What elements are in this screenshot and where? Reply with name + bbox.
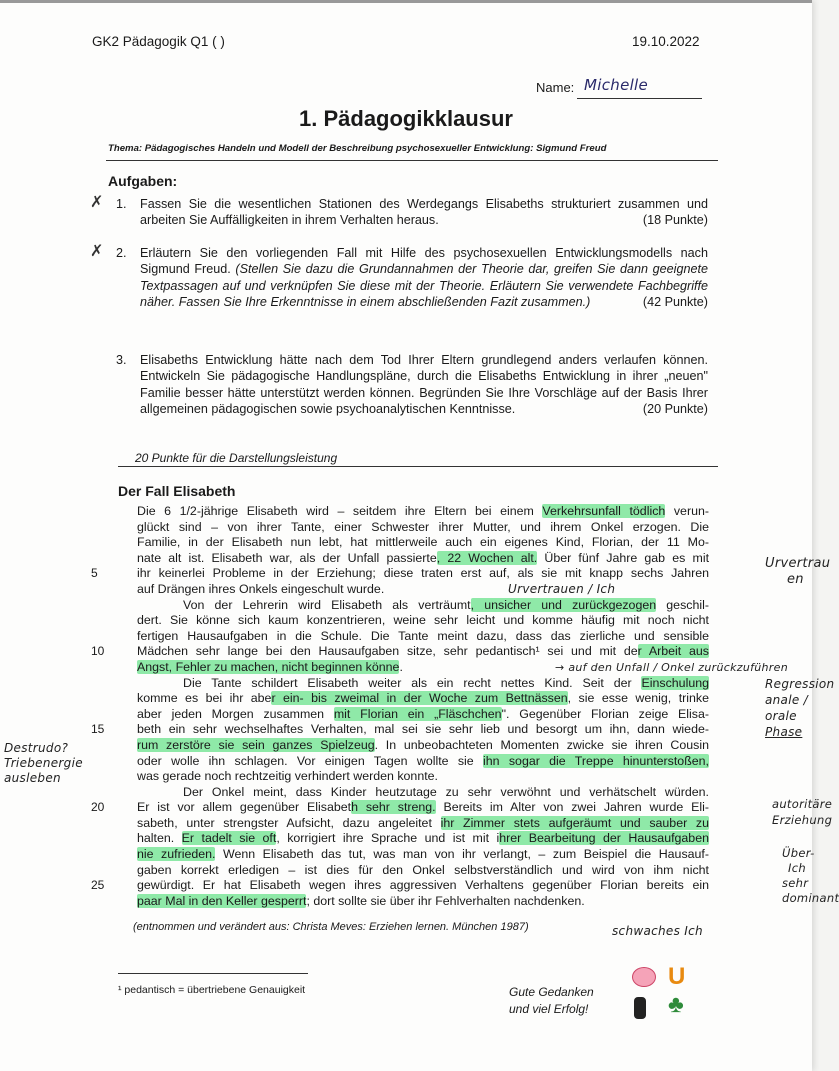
annotation-autoritaer: [772, 796, 832, 828]
closing-line: Gute Gedanken: [509, 985, 594, 999]
line-number: 25: [91, 878, 105, 893]
annotation-line: Phase: [765, 725, 803, 739]
text-line: [137, 676, 709, 692]
text-segment: ". Gegenüber Florian zeige Elisa-: [501, 706, 709, 721]
text-segment: komme es bei ihr abe: [137, 691, 272, 706]
text-line: [137, 504, 709, 520]
text-line: [137, 551, 709, 567]
text-segment: nate alt ist. Elisabeth war, als der Unfall passierte: [137, 550, 437, 565]
line-number: 15: [91, 722, 105, 737]
annotation-line: Triebenergie: [4, 756, 83, 770]
text-segment: aber jeden Morgen zusammen: [137, 706, 334, 721]
name-label: Name:: [536, 80, 575, 95]
text-line: [91, 878, 709, 894]
scan-edge: [0, 0, 812, 3]
text-segment: Familie, in der Elisabeth nun lebt, hat mittlerweile auch ein eigenes Kind, Florian, der 11 Mo-: [137, 535, 709, 550]
annotation-line: Ich: [788, 861, 806, 875]
text-segment: Die 6 1/2-jährige Elisabeth wird – seitdem ihre Eltern bei einem: [137, 504, 543, 518]
theme-divider: [106, 160, 718, 161]
text-segment: ihr keinerlei Probleme in der Erziehung; diese traten erst auf, als sie mit knapp sechs Jahren: [137, 566, 709, 581]
text-line: [91, 644, 709, 660]
annotation-line: orale: [765, 709, 797, 723]
annotation-regression: [765, 676, 834, 740]
text-line: [137, 894, 709, 910]
text-line: [137, 520, 709, 536]
task-3: [118, 352, 708, 417]
case-heading: Der Fall Elisabeth: [118, 483, 236, 499]
line-number: 5: [91, 566, 98, 581]
text-segment: Die Tante schildert Elisabeth weiter als ein recht nettes Kind. Seit der: [183, 675, 642, 690]
highlighted-text: nie zufrieden.: [137, 847, 216, 862]
text-segment: Bereits im Alter von zwei Jahren wurde Eli-: [435, 800, 710, 815]
closing-wish: [509, 984, 594, 1018]
text-line: [91, 722, 709, 738]
annotation-schwaches-ich: schwaches Ich: [612, 924, 703, 938]
tasks-heading: Aufgaben:: [108, 173, 178, 189]
text-segment: Wenn Elisabeth das tut, was man von ihr verlangt, – zum Beispiel die Hausauf-: [215, 847, 709, 862]
text-segment: , korrigiert ihre Sprache und ist mit i: [276, 831, 500, 846]
task-instructions: (Stellen Sie dazu die Grundannahmen der Theorie dar, greifen Sie dann geeignete Textpassagen auf und verknüpfen Sie diese mit der Theorie. Erläutern Sie verwendete Fachbegriffe näher. Fassen Sie Ihre Erkenntnisse in einem abschließenden Fazit zusammen.): [140, 262, 708, 309]
text-line: [137, 613, 709, 629]
text-segment: Mädchen sehr lange bei den Hausaufgaben sitze, sehr pedantisch¹ sei und mit de: [137, 644, 638, 659]
text-line: [137, 738, 709, 754]
text-segment: Von der Lehrerin wird Elisabeth als verträumt: [183, 597, 471, 612]
text-segment: ; dort sollte sie über ihr Fehlverhalten nachdenken.: [306, 893, 585, 908]
chimney-sweep-icon: [634, 997, 646, 1019]
task-1: [90, 192, 708, 229]
text-line: [137, 831, 709, 847]
text-segment: beth ein sehr wechselhaftes Verhalten, mal sei sie sehr lieb und besorgt um ihn, dann wiede-: [137, 722, 709, 737]
highlighted-text: Angst, Fehler zu machen, nicht beginnen könne: [137, 659, 400, 674]
text-segment: was gerade noch rechtzeitig verhindert werden konnte.: [137, 769, 438, 784]
horseshoe-icon: U: [668, 963, 686, 990]
presentation-divider: [118, 466, 718, 467]
highlighted-text: Verkehrsunfall tödlich: [542, 504, 666, 518]
task-points: (18 Punkte): [642, 213, 708, 228]
text-line: [137, 863, 709, 879]
task-number: 3.: [116, 353, 127, 367]
text-line: [137, 598, 709, 614]
text-segment: geschil-: [656, 597, 709, 612]
footnote-divider: [118, 973, 308, 974]
line-number: 20: [91, 800, 105, 815]
text-segment: sabeth, unter strengster Aufsicht, dazu angeleitet: [137, 815, 441, 830]
exam-theme: Thema: Pädagogisches Handeln und Modell der Beschreibung psychosexueller Entwicklung: Sigmund Freud: [108, 143, 607, 154]
annotation-line: Urvertrau: [765, 556, 831, 571]
annotation-line: sehr: [782, 876, 809, 890]
page-title: 1. Pädagogikklausur: [299, 106, 513, 131]
line-number: 10: [91, 644, 105, 659]
highlighted-text: ihr Zimmer stets aufgeräumt und sauber zu: [440, 815, 709, 830]
text-line: [137, 707, 709, 723]
text-segment: Er ist vor allem gegenüber Elisabet: [137, 800, 352, 815]
task-text: Erläutern Sie den vorliegenden Fall mit Hilfe des psychosexuellen Entwicklungsmodells nach Sigmund Freud.: [140, 246, 708, 277]
annotation-unfall: → auf den Unfall / Onkel zurückzuführen: [555, 661, 788, 674]
text-segment: .: [399, 659, 403, 674]
task-points: (20 Punkte): [642, 401, 708, 416]
annotation-line: Regression: [765, 677, 835, 691]
text-segment: gaben korrekt erledigen – ist dies für den Onkel selbstverständlich und wird von ihm nicht: [137, 862, 709, 877]
text-line: [137, 847, 709, 863]
highlighted-text: r Arbeit aus: [637, 644, 709, 659]
highlighted-text: , unsicher und zurückgezogen: [470, 597, 657, 612]
pig-icon: [632, 967, 656, 987]
text-segment: dert. Sie könne sich kaum konzentrieren, weine sehr leicht und komme häufig mit noch nicht: [137, 613, 709, 628]
case-text: [91, 504, 710, 909]
highlighted-text: , 22 Wochen alt.: [436, 550, 538, 565]
text-segment: Der Onkel meint, dass Kinder heutzutage zu sehr verwöhnt und verhätschelt würden.: [183, 784, 709, 799]
course-label: GK2 Pädagogik Q1 ( ): [92, 34, 225, 49]
text-line: [137, 535, 709, 551]
text-line: [137, 691, 709, 707]
exam-date: 19.10.2022: [632, 34, 700, 49]
task-2: [90, 241, 708, 310]
presentation-points: 20 Punkte für die Darstellungsleistung: [135, 451, 338, 465]
annotation-line: Erziehung: [772, 813, 833, 827]
text-segment: gewürdigt. Er hat Elisabeth wegen ihres aggressiven Verhaltens gegenüber Florian bereits ein: [137, 878, 709, 893]
name-line: [577, 98, 702, 99]
text-segment: verun-: [665, 504, 709, 518]
task-number: 1.: [116, 197, 127, 211]
annotation-ueberich: [782, 846, 839, 906]
task-text: Elisabeths Entwicklung hätte nach dem Tod Ihrer Eltern grundlegend anders verlaufen können. Entwickeln Sie pädagogische Handlungspläne, durch die Elisabeths Entwicklung in ihrer „neuen" Familie besser hätte unterstützt werden können. Begründen Sie Ihre Vorschläge auf der Basis Ihrer allgemeinen pädagogischen sowie psychoanalytischen Kenntnisse.: [140, 353, 708, 416]
highlighted-text: ihn sogar die Treppe hinunterstoßen,: [483, 753, 709, 768]
task-points: (42 Punkte): [642, 294, 708, 309]
annotation-line: Destrudo?: [4, 741, 69, 755]
annotation-line: dominant: [782, 891, 839, 905]
annotation-line: Über-: [782, 846, 815, 860]
text-segment: glückt sind – von ihrer Tante, einer Schwester ihrer Mutter, und ihrem Onkel erzogen. Die: [137, 519, 709, 534]
lucky-stickers: [630, 965, 700, 1035]
footnote: ¹ pedantisch = übertriebene Genauigkeit: [118, 984, 306, 996]
highlighted-text: Er tadelt sie oft: [181, 831, 277, 846]
text-line: [137, 629, 709, 645]
task-text: Fassen Sie die wesentlichen Stationen des Werdegangs Elisabeths strukturiert zusammen und arbeiten Sie Auffälligkeiten in ihrem Verhalten heraus.: [140, 197, 708, 228]
text-segment: Über fünf Jahre gab es mit: [537, 550, 710, 565]
annotation-urvertrauen: [765, 556, 830, 588]
highlighted-text: paar Mal in den Keller gesperrt: [137, 893, 307, 908]
closing-line: und viel Erfolg!: [509, 1002, 589, 1016]
highlighted-text: Einschulung: [641, 675, 709, 690]
text-line: [137, 754, 709, 770]
text-segment: fertigen Hausaufgaben in die Schule. Die Tante meint dazu, dass das zierliche und sensible: [137, 628, 709, 643]
text-line: [91, 566, 709, 582]
annotation-destrudo: [4, 741, 83, 786]
annotation-line: ausleben: [4, 771, 61, 785]
highlighted-text: rum zerstöre sie sein ganzes Spielzeug: [137, 737, 375, 752]
text-line: [137, 769, 709, 785]
text-segment: . In unbeobachteten Momenten zwicke sie ihren Cousin: [374, 737, 709, 752]
student-name: Michelle: [584, 76, 649, 94]
task-number: 2.: [116, 246, 127, 260]
highlighted-text: r ein- bis zweimal in der Woche zum Bettnässen: [271, 691, 568, 706]
annotation-line: autoritäre: [772, 797, 833, 811]
text-line: [137, 785, 709, 801]
check-mark-icon: ✗: [90, 241, 104, 260]
highlighted-text: hrer Bearbeitung der Hausaufgaben: [499, 831, 709, 846]
annotation-line: anale /: [765, 693, 808, 707]
check-mark-icon: ✗: [90, 192, 104, 211]
annotation-line: en: [787, 572, 804, 587]
highlighted-text: h sehr streng.: [351, 800, 436, 815]
text-segment: auf Drängen ihres Onkels eingeschult wurde.: [137, 581, 385, 596]
text-line: [137, 582, 709, 598]
text-segment: , sie esse wenig, trinke: [567, 691, 709, 706]
source-citation: (entnommen und verändert aus: Christa Meves: Erziehen lernen. München 1987): [133, 921, 529, 933]
clover-icon: ♣: [668, 991, 684, 1018]
text-segment: halten.: [137, 831, 182, 846]
text-segment: oder wolle ihn schlagen. Vor einigen Tagen wollte sie: [137, 753, 484, 768]
text-line: [137, 816, 709, 832]
highlighted-text: mit Florian ein „Fläschchen: [333, 706, 502, 721]
annotation-urvertrauen-ich: Urvertrauen / Ich: [508, 582, 616, 596]
text-line: [91, 800, 710, 816]
